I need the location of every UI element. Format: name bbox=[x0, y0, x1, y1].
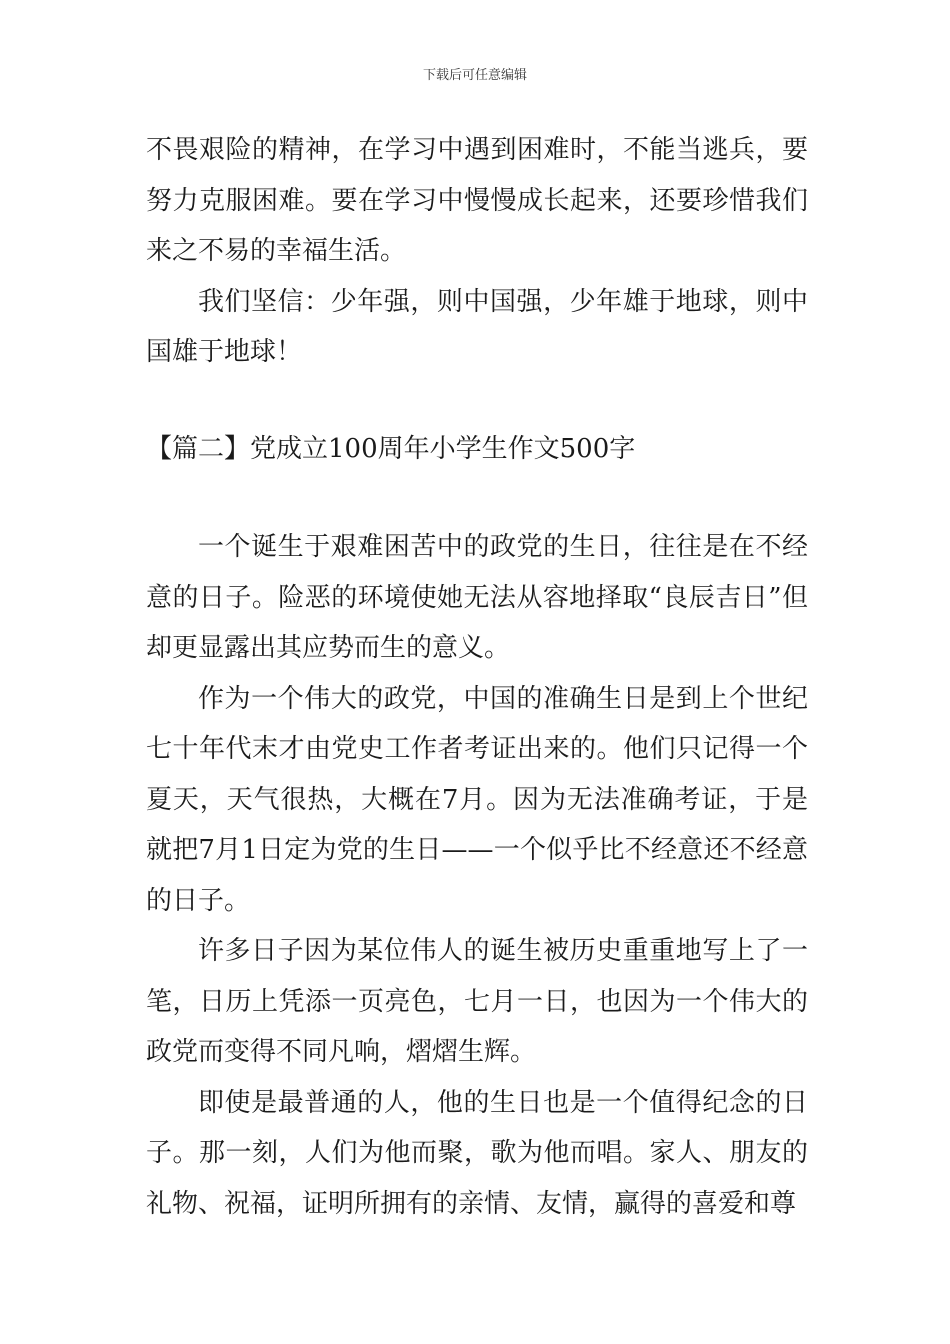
paragraph: 作为一个伟大的政党，中国的准确生日是到上个世纪七十年代末才由党史工作者考证出来的。他们只记得一个夏天，天气很热，大概在7月。因为无法准确考证，于是就把7月1日定为党的生日——一个似乎比不经意还不经意的日子。 bbox=[146, 683, 808, 916]
paragraph: 一个诞生于艰难困苦中的政党的生日，往往是在不经意的日子。险恶的环境使她无法从容地择取“良辰吉日”但却更显露出其应势而生的意义。 bbox=[146, 532, 808, 663]
document-body bbox=[146, 125, 808, 1229]
paragraph: 即使是最普通的人，他的生日也是一个值得纪念的日子。那一刻，人们为他而聚，歌为他而唱。家人、朋友的礼物、祝福，证明所拥有的亲情、友情，赢得的喜爱和尊 bbox=[146, 1087, 808, 1219]
paragraph: 许多日子因为某位伟人的诞生被历史重重地写上了一笔，日历上凭添一页亮色，七月一日，也因为一个伟大的政党而变得不同凡响，熠熠生辉。 bbox=[146, 936, 808, 1067]
paragraph-continuation: 不畏艰险的精神，在学习中遇到困难时，不能当逃兵，要努力克服困难。要在学习中慢慢成长起来，还要珍惜我们来之不易的幸福生活。 bbox=[146, 135, 808, 266]
paragraph-conclusion: 我们坚信：少年强，则中国强，少年雄于地球，则中国雄于地球！ bbox=[146, 286, 808, 367]
section-title: 【篇二】党成立100周年小学生作文500字 bbox=[146, 433, 636, 464]
page-header: 下载后可任意编辑 bbox=[422, 68, 527, 83]
